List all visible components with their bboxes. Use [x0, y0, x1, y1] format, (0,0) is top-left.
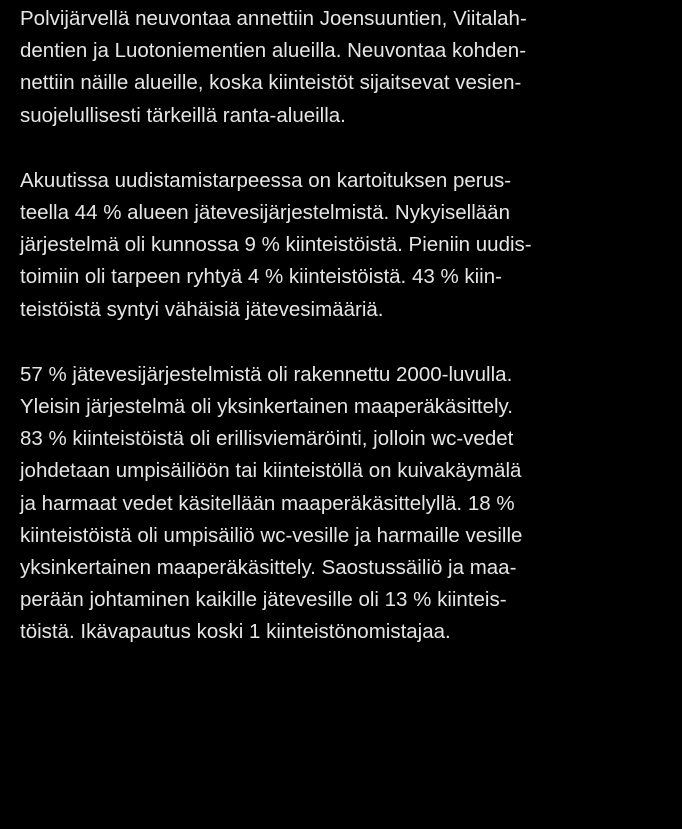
text-line: dentien ja Luotoniementien alueilla. Neuvontaa kohden- — [20, 39, 527, 63]
text-line: Polvijärvellä neuvontaa annettiin Joensuuntien, Viitalah- — [20, 7, 527, 30]
text-line: teella 44 % alueen jätevesijärjestelmistä. Nykyisellään — [20, 201, 510, 225]
text-line: kiinteistöistä oli umpisäiliö wc-vesille ja harmaille vesille — [20, 523, 523, 547]
text-line: toimiin oli tarpeen ryhtyä 4 % kiinteistöistä. 43 % kiin- — [20, 265, 502, 289]
text-line: töistä. Ikävapautus koski 1 kiinteistönomistajaa. — [20, 620, 451, 644]
paragraph-system-types — [20, 359, 670, 649]
text-line: yksinkertainen maaperäkäsittely. Saostussäiliö ja maa- — [20, 556, 517, 580]
paragraph-advisory-areas — [20, 3, 670, 132]
text-line: 57 % jätevesijärjestelmistä oli rakennettu 2000-luvulla. — [20, 362, 513, 386]
paragraph-renewal-needs — [20, 165, 670, 326]
text-line: ja harmaat vedet käsitellään maaperäkäsittelyllä. 18 % — [20, 491, 515, 515]
text-line: teistöistä syntyi vähäisiä jätevesimääriä. — [20, 297, 384, 321]
text-line: Akuutissa uudistamistarpeessa on kartoituksen perus- — [20, 168, 512, 192]
text-line: perään johtaminen kaikille jätevesille oli 13 % kiinteis- — [20, 588, 507, 612]
text-line: järjestelmä oli kunnossa 9 % kiinteistöistä. Pieniin uudis- — [20, 233, 532, 257]
document-page — [20, 3, 670, 682]
text-line: Yleisin järjestelmä oli yksinkertainen maaperäkäsittely. — [20, 395, 513, 419]
text-line: nettiin näille alueille, koska kiinteistöt sijaitsevat vesien- — [20, 71, 522, 95]
text-line: suojelullisesti tärkeillä ranta-alueilla. — [20, 103, 346, 127]
text-line: 83 % kiinteistöistä oli erillisviemäröinti, jolloin wc-vedet — [20, 427, 514, 451]
text-line: johdetaan umpisäiliöön tai kiinteistöllä on kuivakäymälä — [20, 459, 522, 483]
